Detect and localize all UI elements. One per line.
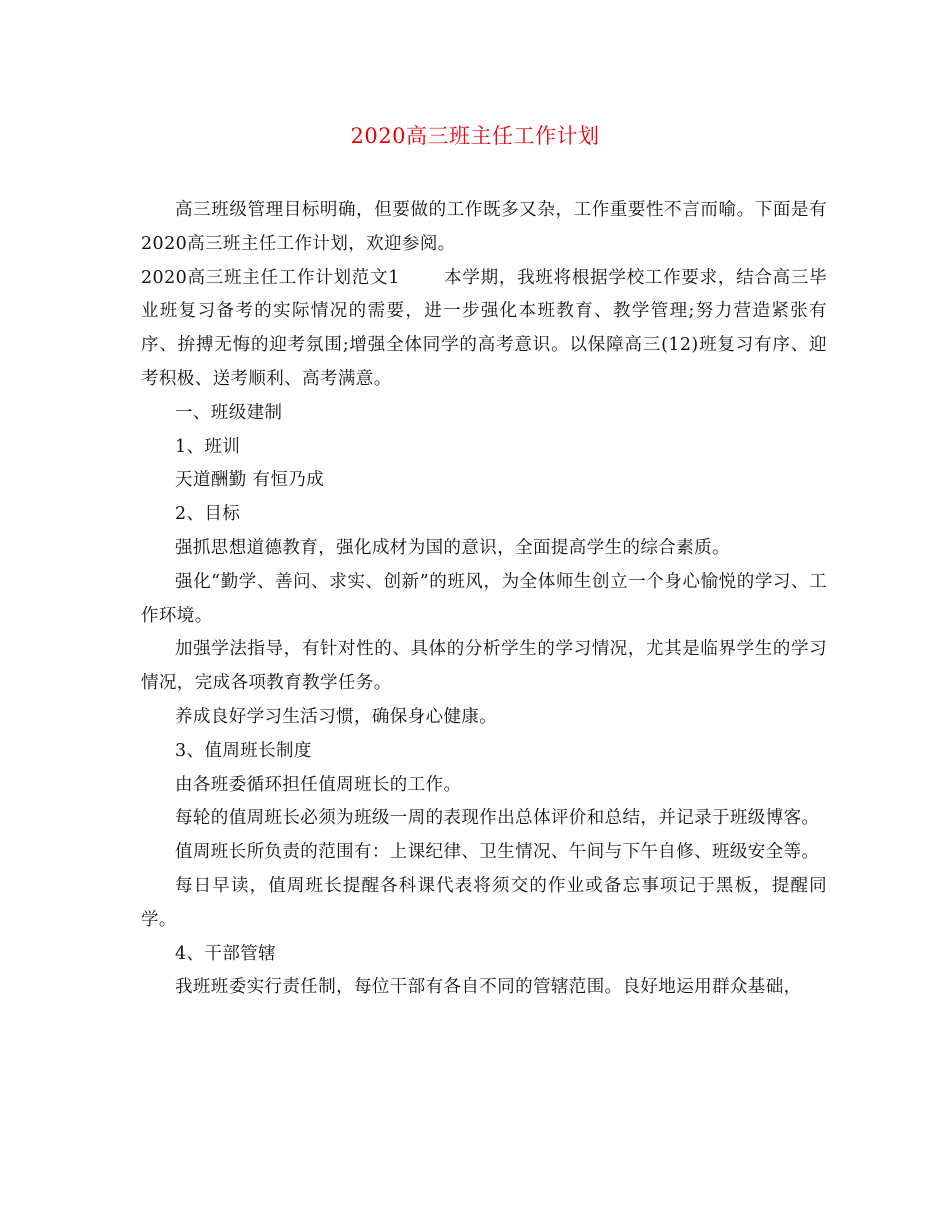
duty-paragraph: 每日早读，值周班长提醒各科课代表将须交的作业或备忘事项记于黑板，提醒同学。: [141, 875, 827, 930]
subheading-goals: 2、目标: [175, 504, 241, 525]
cadre-paragraph: 我班班委实行责任制，每位干部有各自不同的管辖范围。良好地运用群众基础，: [175, 977, 802, 998]
subheading-class-motto: 1、班训: [175, 436, 241, 457]
goal-paragraph: 养成良好学习生活习惯，确保身心健康。: [175, 706, 498, 727]
intro-paragraph: 高三班级管理目标明确，但要做的工作既多又杂，工作重要性不言而喻。下面是有2020高三班主任工作计划，欢迎参阅。: [141, 200, 827, 254]
goal-paragraph: 强抓思想道德教育，强化成材为国的意识，全面提高学生的综合素质。: [175, 537, 730, 558]
subheading-duty-monitor: 3、值周班长制度: [175, 740, 312, 761]
document-body: [141, 194, 827, 1005]
sample-paragraph: [141, 262, 827, 397]
section-heading-class-structure: 一、班级建制: [175, 402, 283, 423]
subheading-cadre-management: 4、干部管辖: [175, 943, 277, 964]
class-motto-text: 天道酬勤 有恒乃成: [175, 470, 325, 491]
sample-intro: 本学期，我班将根据学校工作要求，结合高三毕业班复习备考的实际情况的需要，进一步强化本班教育、教学管理;努力营造紧张有序、拚搏无悔的迎考氛围;增强全体同学的高考意识。以保障高三(12)班复习有序、迎考积极、送考顺利、高考满意。: [141, 267, 827, 389]
duty-paragraph: 由各班委循环担任值周班长的工作。: [175, 774, 462, 795]
goal-paragraph: 加强学法指导，有针对性的、具体的分析学生的学习情况，尤其是临界学生的学习情况，完成各项教育教学任务。: [141, 639, 827, 694]
sample-heading: 2020高三班主任工作计划范文1: [141, 267, 400, 288]
document-title: 2020高三班主任工作计划: [350, 124, 600, 148]
duty-paragraph: 值周班长所负责的范围有：上课纪律、卫生情况、午间与下午自修、班级安全等。: [175, 842, 820, 863]
duty-paragraph: 每轮的值周班长必须为班级一周的表现作出总体评价和总结，并记录于班级博客。: [175, 808, 820, 829]
goal-paragraph: 强化“勤学、善问、求实、创新”的班风，为全体师生创立一个身心愉悦的学习、工作环境。: [141, 571, 827, 626]
